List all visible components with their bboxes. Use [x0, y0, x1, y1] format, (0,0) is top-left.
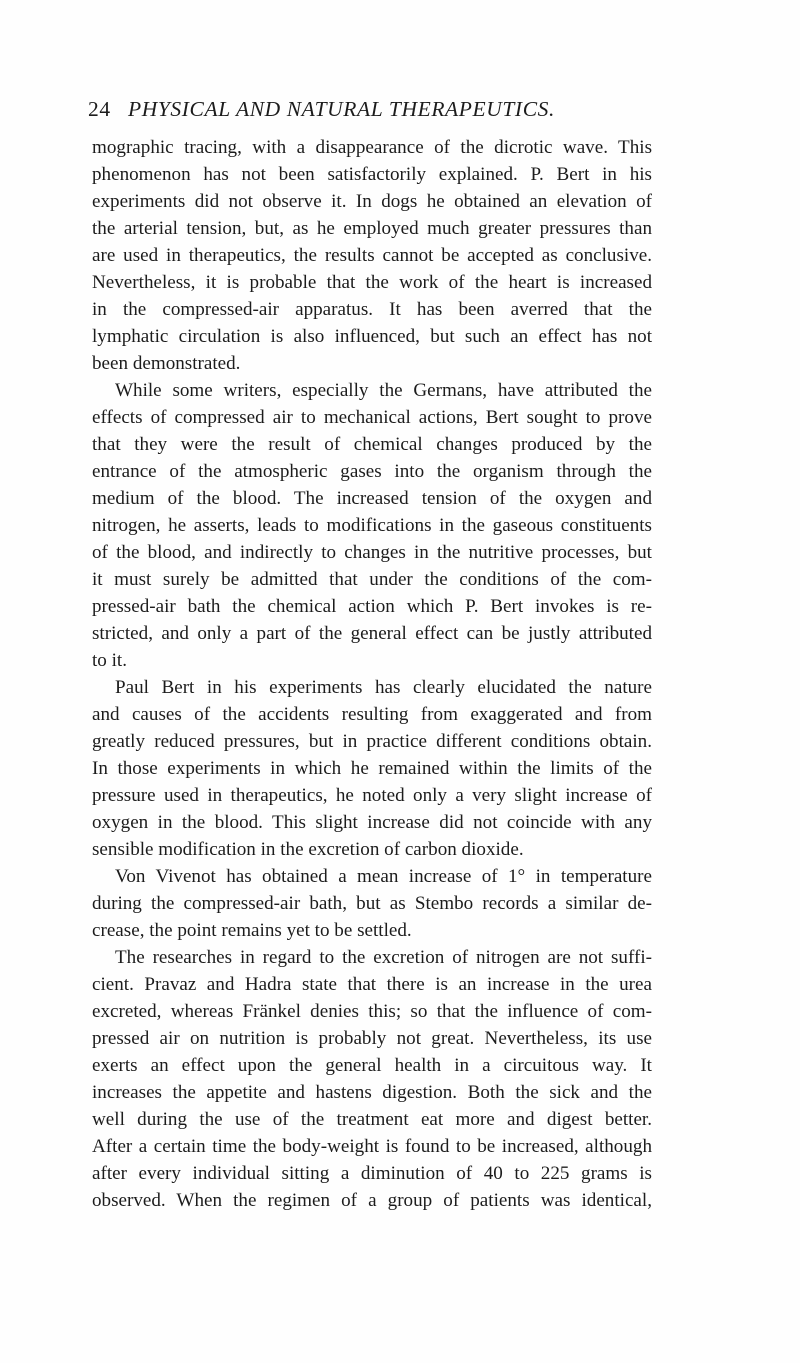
text-line: excreted, whereas Fränkel denies this; so that the influence of com- [92, 1001, 652, 1022]
paragraph-first-line: While some writers, especially the Germans, have attributed the [115, 380, 652, 401]
text-line: well during the use of the treatment eat more and digest better. [92, 1109, 652, 1130]
text-line: After a certain time the body-weight is found to be increased, although [92, 1136, 652, 1157]
text-line: stricted, and only a part of the general effect can be justly attributed [92, 623, 652, 644]
paragraph-first-line: Paul Bert in his experiments has clearly elucidated the nature [115, 677, 652, 698]
running-title: PHYSICAL AND NATURAL THERAPEUTICS. [128, 97, 555, 121]
text-line: that they were the result of chemical changes produced by the [92, 434, 652, 455]
text-line: pressed-air bath the chemical action which P. Bert invokes is re- [92, 596, 652, 617]
text-line: increases the appetite and hastens digestion. Both the sick and the [92, 1082, 652, 1103]
paragraph-first-line: Von Vivenot has obtained a mean increase of 1° in temperature [115, 866, 652, 887]
text-line: been demonstrated. [92, 353, 241, 374]
text-line: In those experiments in which he remained within the limits of the [92, 758, 652, 779]
text-line: nitrogen, he asserts, leads to modifications in the gaseous constituents [92, 515, 652, 536]
text-line: during the compressed-air bath, but as Stembo records a similar de- [92, 893, 652, 914]
page-number: 24 [88, 97, 111, 121]
text-line: the arterial tension, but, as he employed much greater pressures than [92, 218, 652, 239]
text-line: medium of the blood. The increased tension of the oxygen and [92, 488, 652, 509]
text-line: phenomenon has not been satisfactorily explained. P. Bert in his [92, 164, 652, 185]
text-line: in the compressed-air apparatus. It has been averred that the [92, 299, 652, 320]
text-line: experiments did not observe it. In dogs he obtained an elevation of [92, 191, 652, 212]
body-text [92, 134, 652, 1214]
text-line: and causes of the accidents resulting from exaggerated and from [92, 704, 652, 725]
paragraph-first-line: The researches in regard to the excretion of nitrogen are not suffi- [115, 947, 652, 968]
text-line: Nevertheless, it is probable that the work of the heart is increased [92, 272, 652, 293]
running-head [88, 97, 658, 125]
text-line: entrance of the atmospheric gases into the organism through the [92, 461, 652, 482]
text-line: after every individual sitting a diminution of 40 to 225 grams is [92, 1163, 652, 1184]
text-line: to it. [92, 650, 128, 671]
text-line: are used in therapeutics, the results cannot be accepted as conclusive. [92, 245, 652, 266]
text-line: of the blood, and indirectly to changes in the nutritive processes, but [92, 542, 652, 563]
text-line: pressed air on nutrition is probably not great. Nevertheless, its use [92, 1028, 652, 1049]
text-line: it must surely be admitted that under the conditions of the com- [92, 569, 652, 590]
text-line: effects of compressed air to mechanical actions, Bert sought to prove [92, 407, 652, 428]
text-line: greatly reduced pressures, but in practice different conditions obtain. [92, 731, 652, 752]
text-line: lymphatic circulation is also influenced, but such an effect has not [92, 326, 652, 347]
text-line: crease, the point remains yet to be settled. [92, 920, 412, 941]
text-line: oxygen in the blood. This slight increase did not coincide with any [92, 812, 652, 833]
text-line: cient. Pravaz and Hadra state that there is an increase in the urea [92, 974, 652, 995]
text-line: pressure used in therapeutics, he noted only a very slight increase of [92, 785, 652, 806]
text-line: sensible modification in the excretion of carbon dioxide. [92, 839, 524, 860]
text-line: mographic tracing, with a disappearance of the dicrotic wave. This [92, 137, 652, 158]
text-line: exerts an effect upon the general health in a circuitous way. It [92, 1055, 652, 1076]
text-line: observed. When the regimen of a group of patients was identical, [92, 1190, 652, 1211]
